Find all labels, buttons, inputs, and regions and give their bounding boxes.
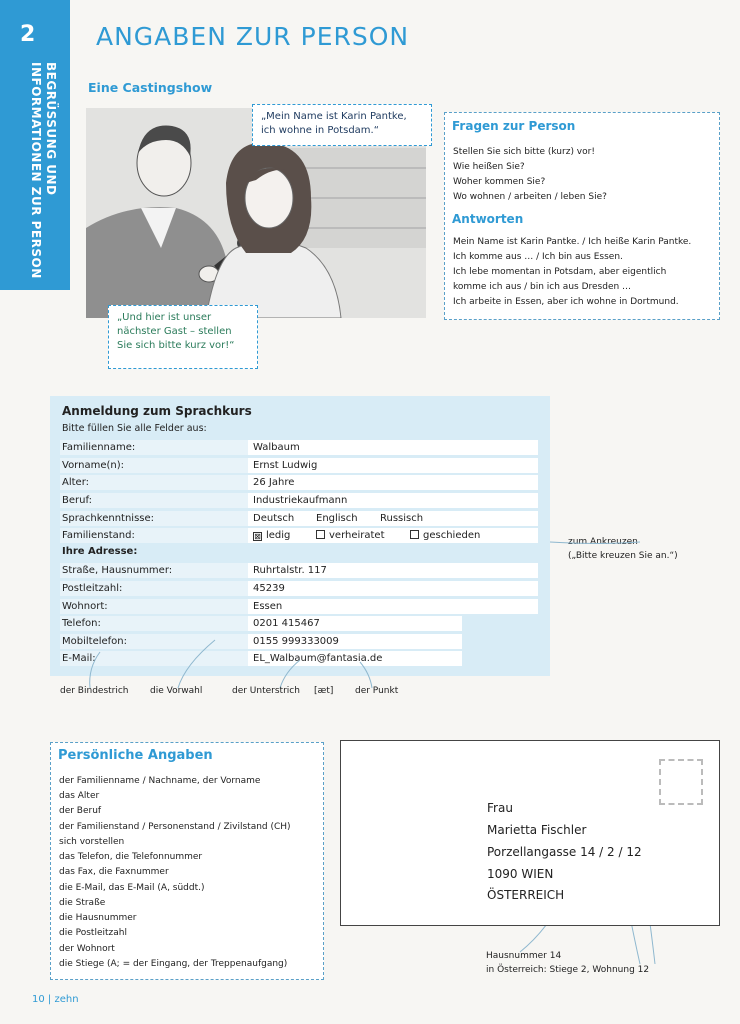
label-strasse: Straße, Hausnummer:: [60, 563, 278, 578]
annot-vorwahl: die Vorwahl: [150, 686, 203, 696]
vocab-item: die Straße: [59, 898, 106, 908]
language-deutsch: Deutsch: [253, 513, 295, 524]
input-familienname[interactable]: Walbaum: [248, 440, 538, 455]
address-line: Marietta Fischler: [487, 823, 587, 837]
option-verheiratet[interactable]: verheiratet: [316, 528, 385, 543]
question-item: Wie heißen Sie?: [453, 162, 525, 172]
annot-phonetic: [æt]: [314, 686, 334, 696]
checkbox-ledig[interactable]: ⊠: [254, 532, 261, 541]
page-title: ANGABEN ZUR PERSON: [96, 22, 410, 51]
vocab-item: die E-Mail, das E-Mail (A, süddt.): [59, 883, 205, 893]
vocab-item: sich vorstellen: [59, 837, 125, 847]
chapter-label: BEGRÜSSUNG UND INFORMATIONEN ZUR PERSON: [29, 62, 58, 279]
answer-item: komme ich aus / bin ich aus Dresden …: [453, 282, 632, 292]
vocab-item: der Wohnort: [59, 944, 115, 954]
casting-heading: Eine Castingshow: [88, 80, 213, 95]
tick-note: zum Ankreuzen: [568, 537, 638, 547]
annot-bindestrich: der Bindestrich: [60, 686, 129, 696]
input-strasse[interactable]: Ruhrtalstr. 117: [248, 563, 538, 578]
label-vorname: Vorname(n):: [60, 458, 278, 473]
input-email[interactable]: EL_Walbaum@fantasia.de: [248, 651, 462, 666]
answer-item: Ich lebe momentan in Potsdam, aber eigentlich: [453, 267, 667, 277]
speech-bubble-man: „Und hier ist unser nächster Gast – stellen Sie sich bitte kurz vor!“: [108, 305, 258, 369]
vocab-item: der Familienstand / Personenstand / Zivilstand (CH): [59, 822, 291, 832]
form-instructions: Bitte füllen Sie alle Felder aus:: [62, 423, 207, 434]
address-line: ÖSTERREICH: [487, 888, 565, 902]
personal-info-box: [50, 742, 324, 980]
tick-note-example: („Bitte kreuzen Sie an.“): [568, 551, 678, 561]
vocab-item: die Postleitzahl: [59, 928, 127, 938]
address-line: Porzellangasse 14 / 2 / 12: [487, 845, 642, 859]
answer-item: Mein Name ist Karin Pantke. / Ich heiße Karin Pantke.: [453, 237, 692, 247]
question-item: Wo wohnen / arbeiten / leben Sie?: [453, 192, 607, 202]
stamp-placeholder: [659, 759, 703, 805]
page-number: 10 | zehn: [32, 994, 79, 1005]
answers-heading: Antworten: [452, 212, 524, 226]
address-heading: Ihre Adresse:: [62, 546, 138, 557]
input-beruf[interactable]: Industriekaufmann: [248, 493, 538, 508]
annot-unterstrich: der Unterstrich: [232, 686, 300, 696]
answer-item: Ich komme aus … / Ich bin aus Essen.: [453, 252, 623, 262]
question-item: Stellen Sie sich bitte (kurz) vor!: [453, 147, 595, 157]
vocab-item: der Familienname / Nachname, der Vorname: [59, 776, 261, 786]
form-title: Anmeldung zum Sprachkurs: [62, 404, 252, 418]
label-sprachkenntnisse: Sprachkenntnisse:: [60, 511, 278, 526]
language-englisch: Englisch: [316, 513, 358, 524]
input-telefon[interactable]: 0201 415467: [248, 616, 462, 631]
label-alter: Alter:: [60, 475, 278, 490]
label-wohnort: Wohnort:: [60, 599, 278, 614]
address-line: Frau: [487, 801, 513, 815]
label-telefon: Telefon:: [60, 616, 278, 631]
label-beruf: Beruf:: [60, 493, 278, 508]
label-postleitzahl: Postleitzahl:: [60, 581, 278, 596]
language-russisch: Russisch: [380, 513, 424, 524]
vocab-item: die Hausnummer: [59, 913, 137, 923]
input-alter[interactable]: 26 Jahre: [248, 475, 538, 490]
envelope: [340, 740, 720, 926]
vocab-item: das Alter: [59, 791, 100, 801]
vocab-item: das Fax, die Faxnummer: [59, 867, 169, 877]
answer-item: Ich arbeite in Essen, aber ich wohne in Dortmund.: [453, 297, 679, 307]
personal-heading: Persönliche Angaben: [58, 748, 213, 763]
vocab-item: die Stiege (A; = der Eingang, der Treppenaufgang): [59, 959, 288, 969]
questions-heading: Fragen zur Person: [452, 119, 576, 133]
option-geschieden[interactable]: geschieden: [410, 528, 480, 543]
label-email: E-Mail:: [60, 651, 278, 666]
address-line: 1090 WIEN: [487, 867, 554, 881]
label-familienname: Familienname:: [60, 440, 278, 455]
label-familienstand: Familienstand:: [60, 528, 278, 543]
annot-punkt: der Punkt: [355, 686, 399, 696]
input-mobiltelefon[interactable]: 0155 999333009: [248, 634, 462, 649]
envelope-note-stiege: in Österreich: Stiege 2, Wohnung 12: [486, 965, 650, 975]
vocab-item: der Beruf: [59, 806, 102, 816]
option-ledig[interactable]: ⊠ ledig: [254, 530, 291, 541]
input-postleitzahl[interactable]: 45239: [248, 581, 538, 596]
question-item: Woher kommen Sie?: [453, 177, 546, 187]
vocab-item: das Telefon, die Telefonnummer: [59, 852, 203, 862]
label-mobiltelefon: Mobiltelefon:: [60, 634, 278, 649]
input-vorname[interactable]: Ernst Ludwig: [248, 458, 538, 473]
chapter-number: 2: [20, 22, 36, 47]
speech-bubble-woman: „Mein Name ist Karin Pantke, ich wohne in Potsdam.“: [252, 104, 432, 146]
input-wohnort[interactable]: Essen: [248, 599, 538, 614]
envelope-note-hausnummer: Hausnummer 14: [486, 951, 562, 961]
